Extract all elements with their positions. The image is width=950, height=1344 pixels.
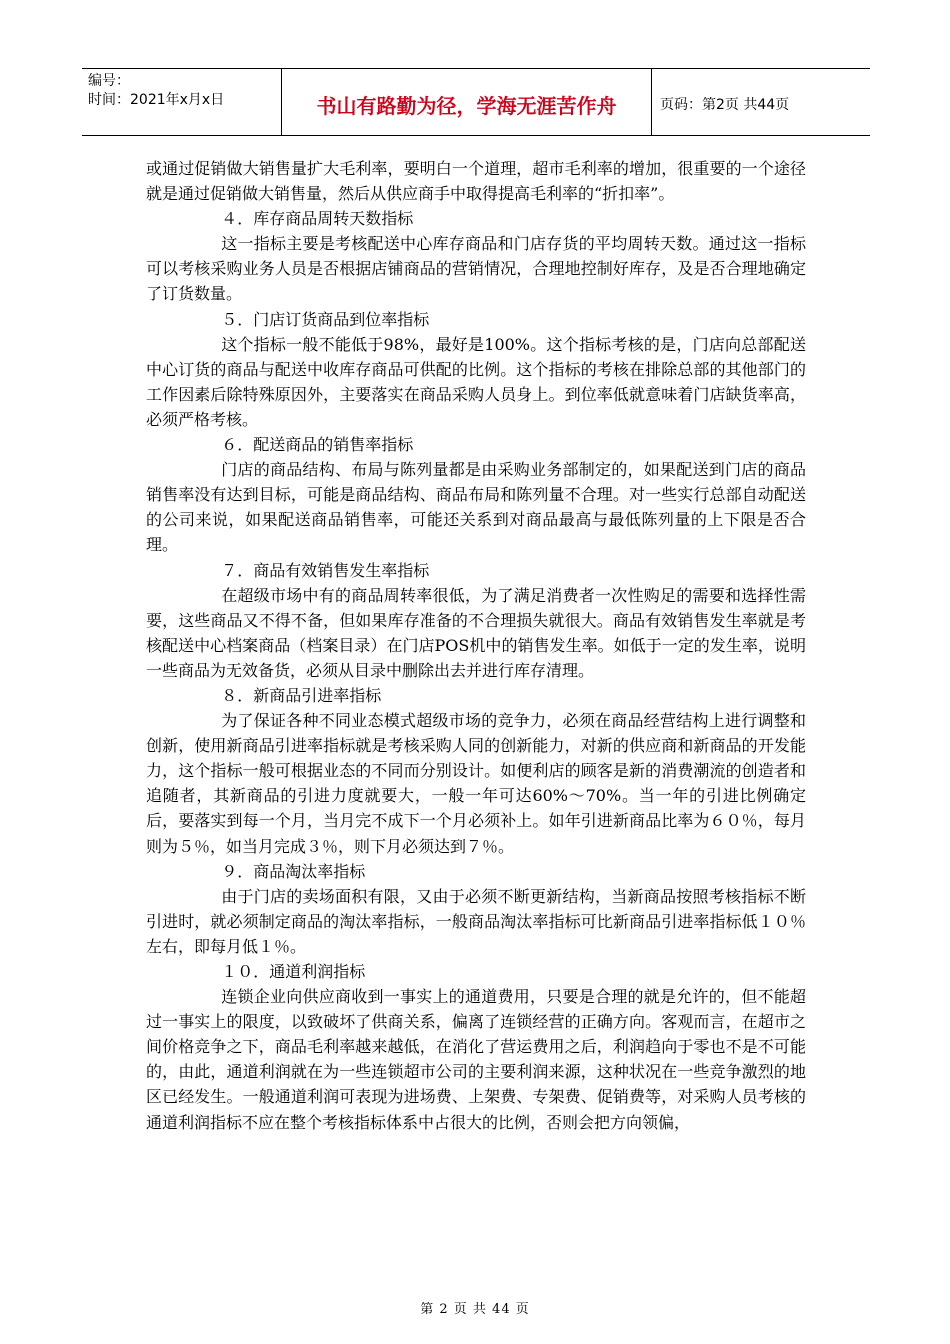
time-label: 时间：2021年x月x日 xyxy=(88,92,225,108)
section-heading-7: ７．商品有效销售发生率指标 xyxy=(221,560,430,580)
section-heading-5: ５．门店订货商品到位率指标 xyxy=(221,309,430,329)
header-meta xyxy=(82,69,282,135)
page-footer: 第 2 页 共 44 页 xyxy=(420,1302,530,1317)
header-motto: 书山有路勤为径，学海无涯苦作舟 xyxy=(282,69,652,135)
paragraph: 在超级市场中有的商品周转率很低，为了满足消费者一次性购足的需要和选择性需要，这些商品又不得不备，但如果库存准备的不合理损失就很大。商品有效销售发生率就是考核配送中心档案商品（档案目录）在门店POS机中的销售发生率。如低于一定的发生率，说明一些商品为无效备货，必须从目录中删除出去并进行库存清理。 xyxy=(146,585,806,680)
header-page-label: 页码：第2页 共44页 xyxy=(660,97,790,113)
section-heading-9: ９．商品淘汰率指标 xyxy=(221,861,366,881)
section-heading-8: ８．新商品引进率指标 xyxy=(221,685,382,705)
document-body xyxy=(146,156,806,1135)
page-header xyxy=(82,68,870,136)
section-heading-6: ６．配送商品的销售率指标 xyxy=(221,435,414,455)
paragraph: 这一指标主要是考核配送中心库存商品和门店存货的平均周转天数。通过这一指标可以考核采购业务人员是否根据店铺商品的营销情况，合理地控制好库存，及是否合理地确定了订货数量。 xyxy=(146,234,806,304)
paragraph: 这个指标一般不能低于98%，最好是100%。这个指标考核的是，门店向总部配送中心订货的商品与配送中收库存商品可供配的比例。这个指标的考核在排除总部的其他部门的工作因素后除特殊原因外，主要落实在商品采购人员身上。到位率低就意味着门店缺货率高，必须严格考核。 xyxy=(146,334,806,429)
paragraph-continued: 或通过促销做大销售量扩大毛利率，要明白一个道理，超市毛利率的增加，很重要的一个途径就是通过促销做大销售量，然后从供应商手中取得提高毛利率的“折扣率”。 xyxy=(146,159,806,204)
paragraph: 门店的商品结构、布局与陈列量都是由采购业务部制定的，如果配送到门店的商品销售率没有达到目标，可能是商品结构、商品布局和陈列量不合理。对一些实行总部自动配送的公司来说，如果配送商品销售率，可能还关系到对商品最高与最低陈列量的上下限是否合理。 xyxy=(146,460,806,555)
paragraph: 连锁企业向供应商收到一事实上的通道费用，只要是合理的就是允许的，但不能超过一事实上的限度，以致破坏了供商关系，偏离了连锁经营的正确方向。客观而言，在超市之间价格竞争之下，商品毛利率越来越低，在消化了营运费用之后，利润趋向于零也不是不可能的，由此，通道利润就在为一些连锁超市公司的主要利润来源，这种状况在一些竞争激烈的地区已经发生。一般通道利润可表现为进场费、上架费、专架费、促销费等，对采购人员考核的通道利润指标不应在整个考核指标体系中占很大的比例，否则会把方向领偏， xyxy=(146,987,806,1132)
paragraph: 为了保证各种不同业态模式超级市场的竞争力，必须在商品经营结构上进行调整和创新，使用新商品引进率指标就是考核采购人同的创新能力，对新的供应商和新商品的开发能力，这个指标一般可根据业态的不同而分别设计。如便利店的顾客是新的消费潮流的创造者和追随者，其新商品的引进力度就要大，一般一年可达60%～70%。当一年的引进比例确定后，要落实到每一个月，当月完不成下一个月必须补上。如年引进新商品比率为６０％，每月则为５％，如当月完成３％，则下月必须达到７％。 xyxy=(146,711,806,856)
number-label: 编号： xyxy=(88,73,130,89)
paragraph: 由于门店的卖场面积有限，又由于必须不断更新结构，当新商品按照考核指标不断引进时，就必须制定商品的淘汰率指标，一般商品淘汰率指标可比新商品引进率指标低１０％左右，即每月低１％。 xyxy=(146,886,806,956)
section-heading-10: １０．通道利润指标 xyxy=(221,962,366,981)
section-heading-4: ４．库存商品周转天数指标 xyxy=(221,209,414,229)
